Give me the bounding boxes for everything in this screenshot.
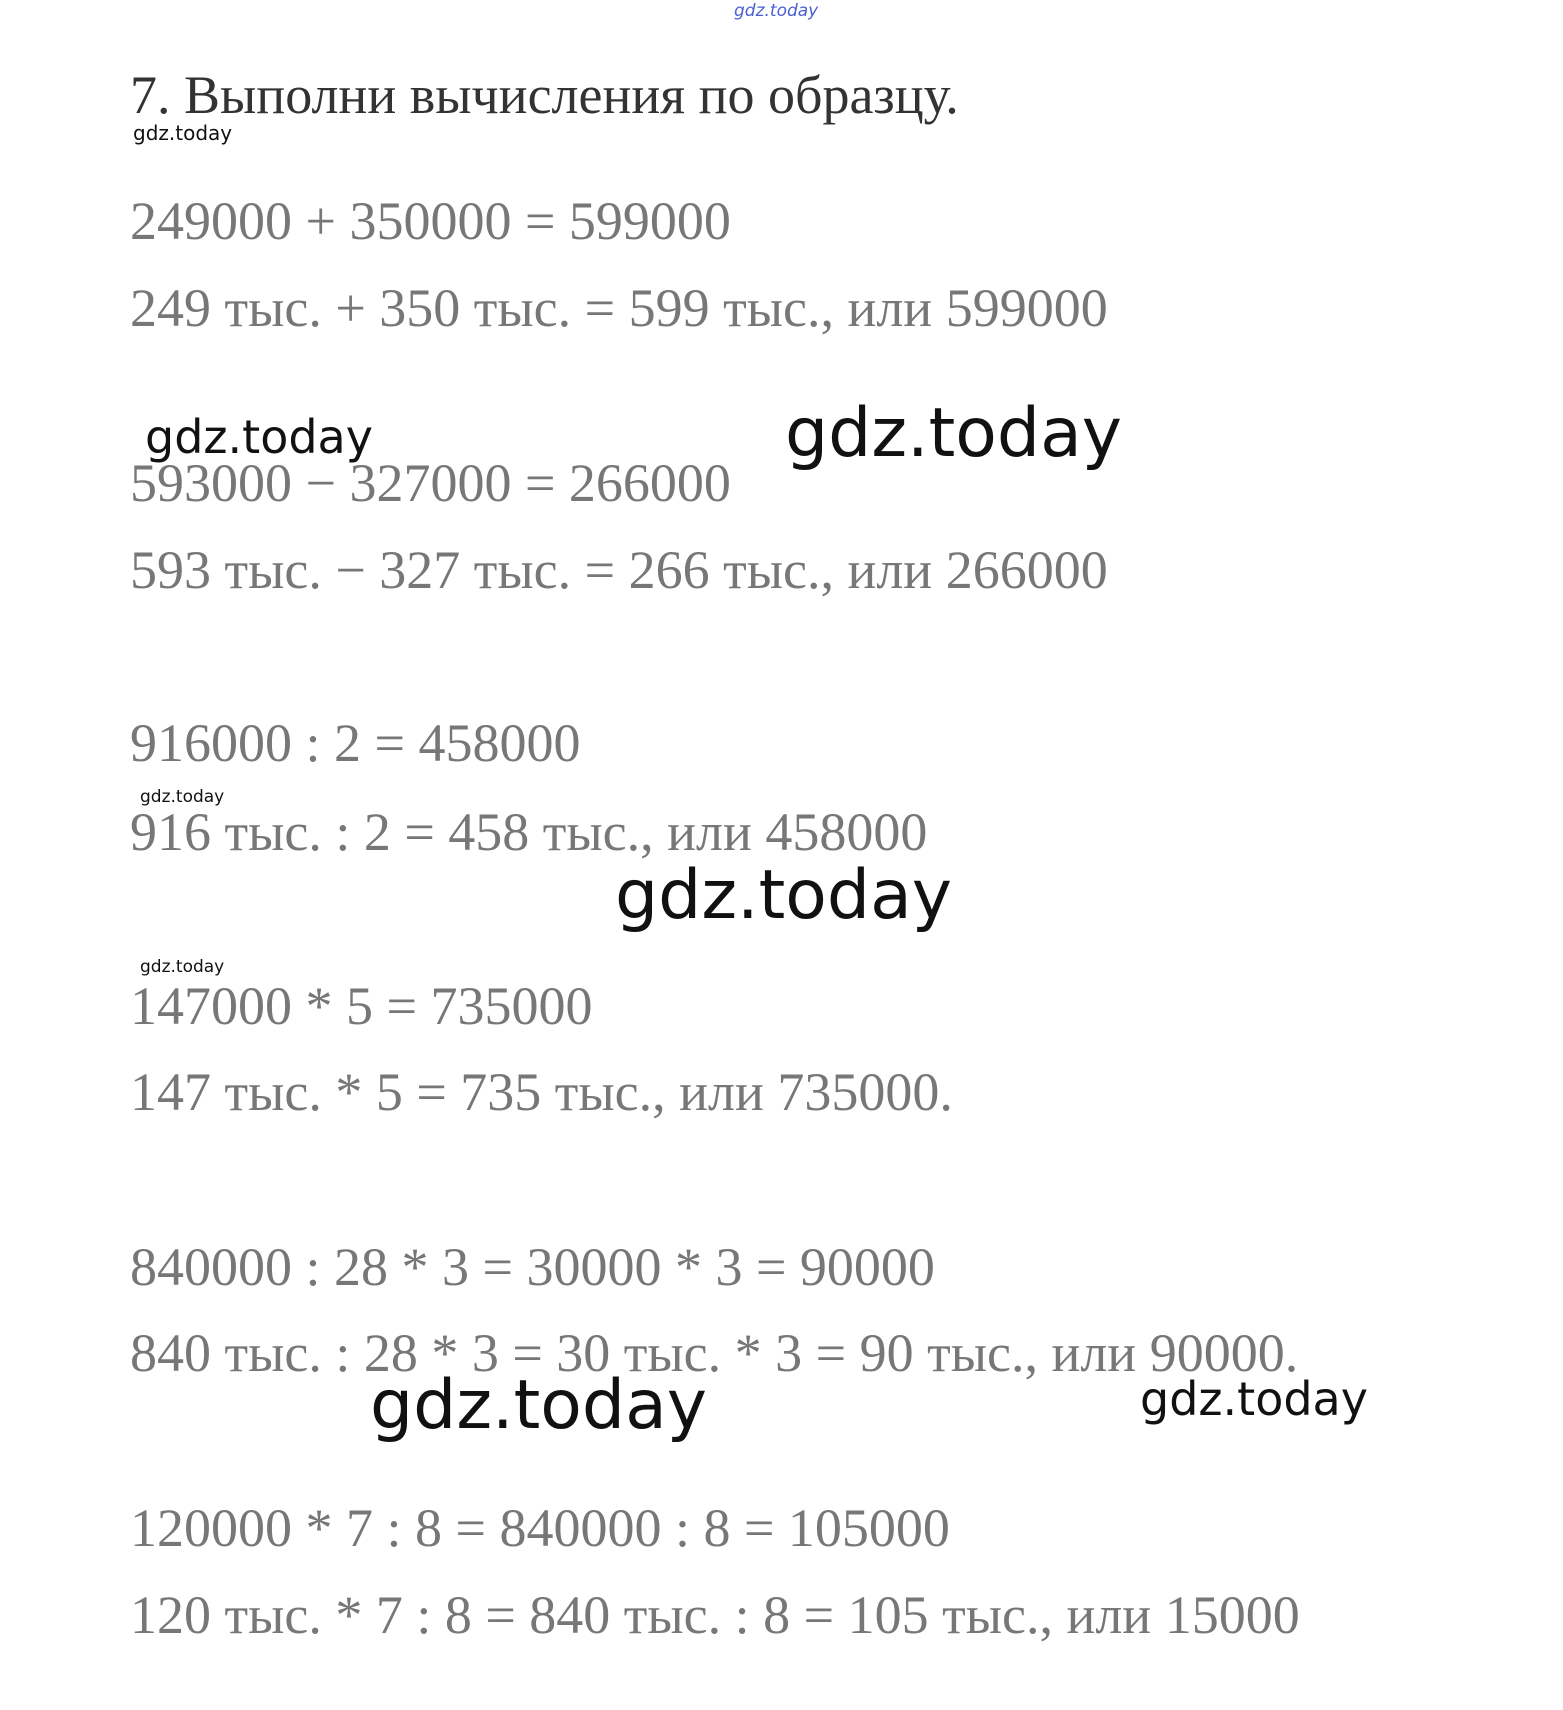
task-title: 7. Выполни вычисления по образцу. (130, 65, 959, 125)
top-watermark: gdz.today (734, 1, 819, 21)
example-4-expression: 147000 * 5 = 735000 (130, 976, 593, 1036)
example-2-thousands-form: 593 тыс. − 327 тыс. = 266 тыс., или 266000 (130, 540, 1108, 600)
watermark-large: gdz.today (615, 856, 952, 935)
example-5-expression: 840000 : 28 * 3 = 30000 * 3 = 90000 (130, 1237, 935, 1297)
example-6-expression: 120000 * 7 : 8 = 840000 : 8 = 105000 (130, 1498, 950, 1558)
example-3-expression: 916000 : 2 = 458000 (130, 713, 581, 773)
watermark-small: gdz.today (133, 121, 233, 145)
watermark-small: gdz.today (140, 957, 225, 977)
watermark-large: gdz.today (785, 394, 1122, 473)
watermark-medium: gdz.today (145, 410, 373, 464)
example-6-thousands-form: 120 тыс. * 7 : 8 = 840 тыс. : 8 = 105 тыс., или 15000 (130, 1585, 1300, 1645)
example-5-thousands-form: 840 тыс. : 28 * 3 = 30 тыс. * 3 = 90 тыс., или 90000. (130, 1323, 1299, 1383)
example-1-thousands-form: 249 тыс. + 350 тыс. = 599 тыс., или 599000 (130, 278, 1108, 338)
example-4-thousands-form: 147 тыс. * 5 = 735 тыс., или 735000. (130, 1062, 953, 1122)
watermark-medium: gdz.today (1140, 1372, 1368, 1426)
watermark-small: gdz.today (140, 787, 225, 807)
example-1-expression: 249000 + 350000 = 599000 (130, 191, 731, 251)
example-3-thousands-form: 916 тыс. : 2 = 458 тыс., или 458000 (130, 802, 928, 862)
example-2-expression: 593000 − 327000 = 266000 (130, 453, 731, 513)
watermark-large: gdz.today (370, 1366, 707, 1445)
